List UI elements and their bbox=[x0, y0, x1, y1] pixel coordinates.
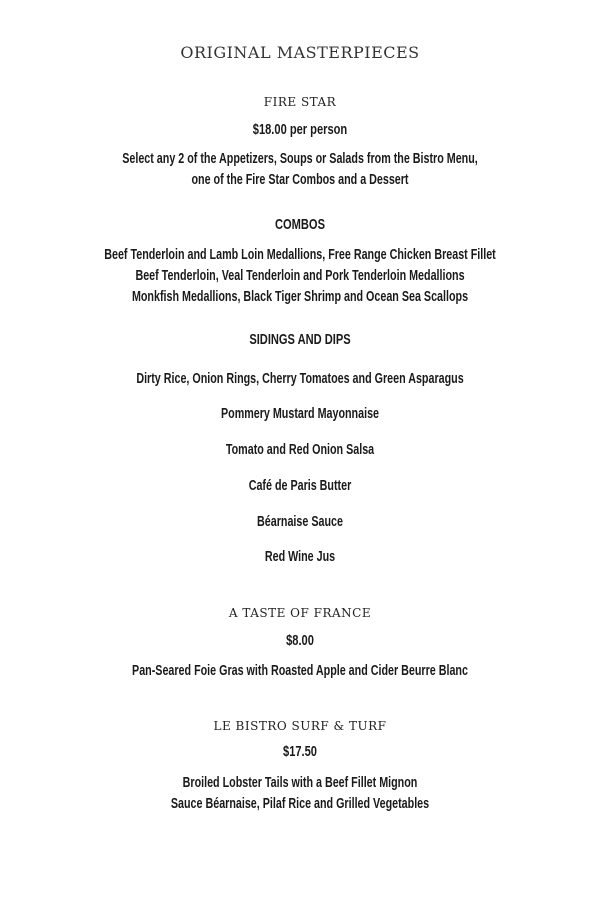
surf-turf-title: LE BISTRO SURF & TURF bbox=[213, 719, 387, 733]
combo-item: Beef Tenderloin, Veal Tenderloin and Pork Tenderloin Medallions bbox=[135, 268, 465, 284]
fire-star-title: FIRE STAR bbox=[263, 95, 337, 109]
siding-item: Tomato and Red Onion Salsa bbox=[225, 442, 375, 458]
siding-item: Dirty Rice, Onion Rings, Cherry Tomatoes and Green Asparagus bbox=[136, 371, 464, 387]
combos-heading: COMBOS bbox=[275, 216, 325, 233]
sidings-heading: SIDINGS AND DIPS bbox=[249, 331, 351, 348]
surf-turf-price: $17.50 bbox=[283, 743, 317, 760]
fire-star-description-line: Select any 2 of the Appetizers, Soups or Salads from the Bistro Menu, bbox=[122, 151, 478, 167]
siding-item: Pommery Mustard Mayonnaise bbox=[220, 406, 380, 422]
taste-of-france-price: $8.00 bbox=[286, 632, 314, 649]
combo-item: Beef Tenderloin and Lamb Loin Medallions, Free Range Chicken Breast Fillet bbox=[104, 247, 496, 263]
combo-item: Monkfish Medallions, Black Tiger Shrimp and Ocean Sea Scallops bbox=[131, 289, 469, 305]
siding-item: Béarnaise Sauce bbox=[257, 514, 343, 530]
taste-of-france-title: A TASTE OF FRANCE bbox=[228, 606, 372, 620]
fire-star-price: $18.00 per person bbox=[252, 121, 348, 138]
siding-item: Red Wine Jus bbox=[264, 549, 336, 565]
fire-star-description-line: one of the Fire Star Combos and a Dessert bbox=[191, 172, 409, 188]
menu-title: ORIGINAL MASTERPIECES bbox=[180, 43, 420, 62]
surf-turf-description-line: Sauce Béarnaise, Pilaf Rice and Grilled Vegetables bbox=[170, 796, 430, 812]
surf-turf-description-line: Broiled Lobster Tails with a Beef Fillet Mignon bbox=[182, 775, 418, 791]
siding-item: Café de Paris Butter bbox=[248, 478, 352, 494]
taste-of-france-description: Pan-Seared Foie Gras with Roasted Apple and Cider Beurre Blanc bbox=[132, 663, 468, 679]
